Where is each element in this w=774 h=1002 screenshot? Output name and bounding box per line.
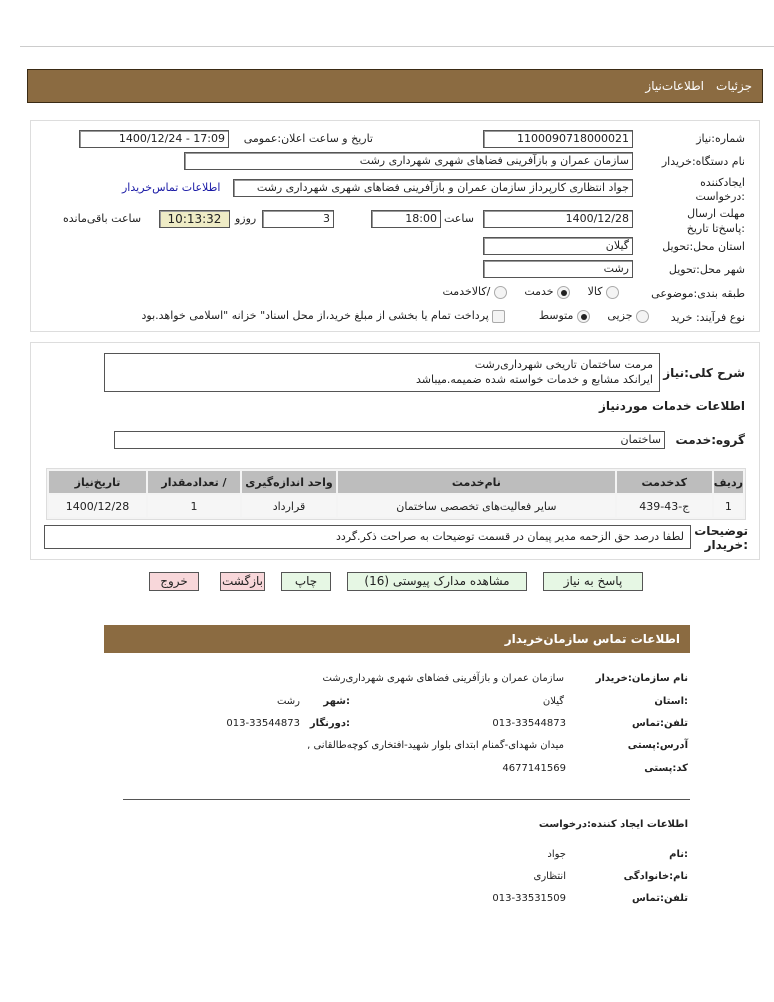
radio-minor-label: جزیی bbox=[607, 309, 633, 322]
radio-goods-label: کالا bbox=[587, 285, 603, 298]
radio-minor[interactable] bbox=[636, 310, 649, 323]
buyer-org-field[interactable]: سازمان عمران و بازآفرینی فضاهای شهری شهرداری رشت bbox=[184, 152, 633, 170]
col-row: ردیف bbox=[714, 471, 743, 493]
table-header bbox=[49, 471, 743, 493]
days-field[interactable]: 3 bbox=[262, 210, 334, 228]
cell-code: ج-43-439 bbox=[617, 495, 712, 517]
postal-label: کد:پستی bbox=[644, 763, 688, 774]
creator-family-label: نام:خانوادگی bbox=[623, 871, 688, 882]
radio-medium[interactable] bbox=[577, 310, 590, 323]
creator-name-label: :نام bbox=[669, 849, 688, 860]
page-header bbox=[27, 69, 763, 103]
remaining-time: 10:13:32 bbox=[159, 210, 230, 228]
col-unit: واحد اندازه‌گیری bbox=[242, 471, 336, 493]
org-label: نام سازمان:خریدار bbox=[595, 673, 688, 684]
province-label-contact: :استان bbox=[654, 696, 688, 707]
creator-family-value: انتظاری bbox=[533, 871, 566, 882]
city-label: شهر محل:تحویل bbox=[668, 263, 745, 276]
deadline-date-field[interactable]: 1400/12/28 bbox=[483, 210, 633, 228]
creator-label: ایجادکننده :درخواست bbox=[695, 176, 745, 203]
radio-goods-service[interactable] bbox=[494, 286, 507, 299]
top-divider bbox=[20, 46, 774, 47]
buyer-contact-link[interactable]: اطلاعات تماس‌خریدار bbox=[122, 181, 221, 194]
buyer-notes-box: لطفا درصد حق الزحمه مدیر پیمان در قسمت توضیحات به صراحت ذکر.گردد bbox=[44, 525, 691, 549]
radio-medium-label: متوسط bbox=[538, 309, 574, 322]
days-label: روزو bbox=[235, 212, 257, 225]
province-value: گیلان bbox=[542, 696, 564, 707]
announce-label: تاریخ و ساعت اعلان:عمومی bbox=[243, 132, 373, 145]
fax-label: :دورنگار bbox=[309, 718, 350, 729]
section-divider bbox=[123, 799, 690, 800]
creator-info-title: اطلاعات ایجاد کننده:درخواست bbox=[538, 819, 688, 830]
col-code: کدخدمت bbox=[617, 471, 712, 493]
creator-field[interactable]: جواد انتظاری کارپرداز سازمان عمران و بازآفرینی فضاهای شهری شهرداری رشت bbox=[233, 179, 633, 197]
treasury-note: پرداخت تمام یا بخشی از مبلغ خرید،از محل اسناد" خزانه "اسلامی خواهد.بود bbox=[141, 309, 489, 322]
creator-phone-label: تلفن:تماس bbox=[631, 893, 688, 904]
col-date: تاریخ‌نیاز bbox=[49, 471, 146, 493]
description-line-1: مرمت ساختمان تاریخی شهرداری‌رشت bbox=[474, 358, 653, 371]
cell-date: 1400/12/28 bbox=[49, 495, 146, 517]
radio-goods[interactable] bbox=[606, 286, 619, 299]
city-label-contact: :شهر bbox=[323, 696, 350, 707]
remaining-label: ساعت باقی‌مانده bbox=[63, 212, 142, 225]
services-title: اطلاعات خدمات موردنیاز bbox=[598, 399, 745, 413]
buyer-contact-header bbox=[104, 625, 690, 653]
back-button[interactable]: بازگشت bbox=[220, 572, 265, 591]
need-number-field[interactable]: 1100090718000021 bbox=[483, 130, 633, 148]
buyer-notes-label: توضیحات :خریدار bbox=[694, 524, 748, 552]
phone-label: تلفن:تماس bbox=[631, 718, 688, 729]
buyer-contact-title: اطلاعات تماس سازمان‌خریدار bbox=[504, 632, 680, 646]
tab-details[interactable]: جزئیات bbox=[716, 79, 752, 93]
service-group-label: گروه:خدمت bbox=[675, 433, 745, 447]
treasury-checkbox[interactable] bbox=[492, 310, 505, 323]
city-field[interactable]: رشت bbox=[483, 260, 633, 278]
radio-service[interactable] bbox=[557, 286, 570, 299]
process-label: نوع فرآیند: خرید bbox=[670, 311, 745, 324]
deadline-label: مهلت ارسال :پاسخ‌تا تاریخ bbox=[686, 207, 745, 235]
fax-value: 013-33544873 bbox=[226, 718, 300, 729]
cell-name: سایر فعالیت‌های تخصصی ساختمان bbox=[338, 495, 615, 517]
exit-button[interactable]: خروج bbox=[149, 572, 199, 591]
need-number-label: شماره:نیاز bbox=[696, 132, 745, 145]
city-value: رشت bbox=[276, 696, 300, 707]
col-qty: / تعدادمقدار bbox=[148, 471, 240, 493]
table-row bbox=[49, 495, 743, 517]
cell-unit: قرارداد bbox=[242, 495, 336, 517]
buyer-org-label: نام دستگاه:خریدار bbox=[661, 155, 745, 168]
category-radios bbox=[443, 285, 620, 299]
process-radios bbox=[142, 309, 649, 323]
description-label: شرح کلی:نیاز bbox=[663, 366, 745, 380]
radio-service-label: خدمت bbox=[524, 285, 554, 298]
province-field[interactable]: گیلان bbox=[483, 237, 633, 255]
tab-need-info[interactable]: اطلاعات‌نیاز bbox=[645, 79, 704, 93]
address-value: میدان شهدای-گمنام ابتدای بلوار شهید-افتخاری کوچه‌طالقانی , bbox=[307, 740, 564, 751]
description-line-2: ایرانکد مشابع و خدمات خواسته شده ضمیمه.میباشد bbox=[416, 373, 653, 386]
view-documents-button[interactable]: مشاهده مدارک پیوستی (16) bbox=[347, 572, 527, 591]
cell-row: 1 bbox=[714, 495, 743, 517]
announce-field[interactable]: 1400/12/24 - 17:09 bbox=[79, 130, 229, 148]
creator-name-value: جواد bbox=[547, 849, 566, 860]
col-name: نام‌خدمت bbox=[338, 471, 615, 493]
deadline-time-field[interactable]: 18:00 bbox=[371, 210, 441, 228]
address-label: آدرس:پستی bbox=[627, 740, 688, 751]
province-label: استان محل:تحویل bbox=[662, 240, 745, 253]
org-value: سازمان عمران و بازآفرینی فضاهای شهری شهرداری‌رشت bbox=[322, 673, 564, 684]
print-button[interactable]: چاپ bbox=[281, 572, 331, 591]
description-box bbox=[104, 353, 660, 392]
service-group-field[interactable]: ساختمان bbox=[114, 431, 665, 449]
category-label: طبقه بندی:موضوعی bbox=[651, 287, 745, 300]
radio-goods-service-label: /کالاخدمت bbox=[442, 285, 491, 298]
phone-value: 013-33544873 bbox=[492, 718, 566, 729]
reply-button[interactable]: پاسخ به نیاز bbox=[543, 572, 643, 591]
services-table bbox=[46, 468, 746, 520]
postal-value: 4677141569 bbox=[502, 763, 566, 774]
creator-phone-value: 013-33531509 bbox=[492, 893, 566, 904]
time-label: ساعت bbox=[444, 212, 474, 225]
cell-qty: 1 bbox=[148, 495, 240, 517]
